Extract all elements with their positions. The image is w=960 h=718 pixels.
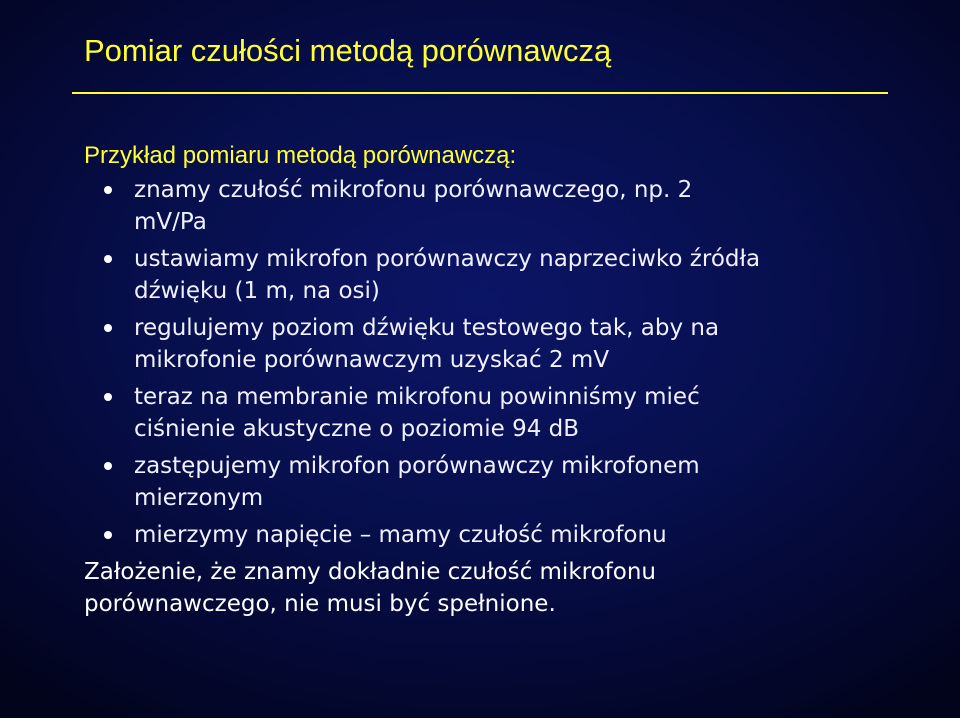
bullet-text: znamy czułość mikrofonu porównawczego, np. 2 mV/Pa [134, 177, 693, 235]
bullet-item [84, 381, 794, 445]
bullet-text: ustawiamy mikrofon porównawczy naprzeciwko źródła dźwięku (1 m, na osi) [134, 246, 761, 304]
bullet-item [84, 519, 834, 551]
bullet-dot-icon [104, 393, 112, 401]
bullet-dot-icon [104, 324, 112, 332]
bullet-dot-icon [104, 255, 112, 263]
bullet-item [84, 174, 714, 238]
intro-text: Przykład pomiaru metodą porównawczą: [84, 142, 517, 169]
bullet-item [84, 243, 834, 307]
bullet-text: regulujemy poziom dźwięku testowego tak, aby na mikrofonie porównawczym uzyskać 2 mV [134, 315, 720, 373]
bullet-dot-icon [104, 462, 112, 470]
bullet-item [84, 450, 834, 514]
conclusion-text: Założenie, że znamy dokładnie czułość mikrofonu porównawczego, nie musi być spełnione. [84, 559, 656, 617]
bullet-text: mierzymy napięcie – mamy czułość mikrofonu [134, 522, 667, 548]
bullet-list [84, 174, 884, 551]
bullet-text: teraz na membranie mikrofonu powinniśmy mieć ciśnienie akustyczne o poziomie 94 dB [134, 384, 700, 442]
bullet-dot-icon [104, 186, 112, 194]
slide-title: Pomiar czułości metodą porównawczą [84, 33, 612, 68]
bullet-dot-icon [104, 531, 112, 539]
bullet-item [84, 312, 834, 376]
title-underline [72, 92, 888, 94]
bullet-text: zastępujemy mikrofon porównawczy mikrofonem mierzonym [134, 453, 700, 511]
slide-body [84, 140, 884, 620]
